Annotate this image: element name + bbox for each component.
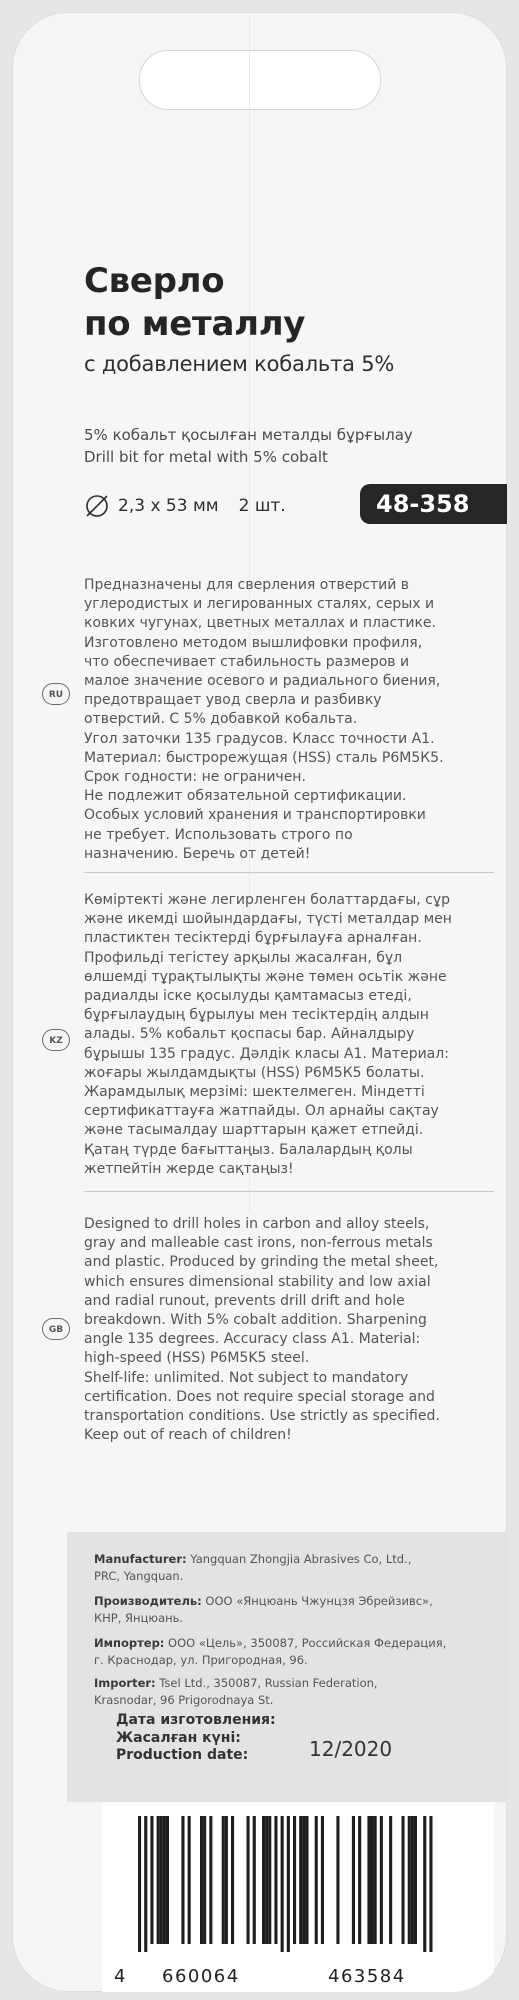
product-title-line: Сверло (84, 261, 225, 301)
text-line: радиалды іске қосылуды қамтамасыз етеді, (84, 988, 412, 1005)
barcode-bar (160, 1816, 163, 1944)
manufacturer-line: Manufacturer: Yangquan Zhongjia Abrasives Co, Ltd., (94, 1552, 412, 1566)
barcode-bar (389, 1816, 392, 1944)
text-line: and radial runout, prevents drill drift and hole (84, 1292, 405, 1309)
description-kz (84, 891, 494, 1179)
barcode-bar (371, 1816, 374, 1944)
producer-line: Производитель: ООО «Янцюань Чжунцзя Эбрейзивс», (94, 1594, 433, 1608)
importer-en-line: Krasnodar, 96 Prigorodnaya St. (94, 1693, 274, 1707)
text-line: Keep out of reach of children! (84, 1427, 292, 1444)
text-line: углеродистых и легированных сталях, серых и (84, 596, 435, 613)
text-line: Көміртекті және легирленген болаттардағы, сұр (84, 892, 451, 908)
barcode-bar (222, 1816, 225, 1944)
barcode-bar (315, 1816, 318, 1944)
spec-row (84, 491, 286, 521)
quantity: 2 шт. (238, 496, 286, 516)
barcode-bar (287, 1816, 290, 1952)
text-line: және тасымалдау шарттарын қажет етпейді. (84, 1122, 424, 1139)
barcode-bar (429, 1816, 432, 1952)
barcode-bar (253, 1816, 256, 1944)
text-line: предотвращает увод сверла и разбивку (84, 692, 382, 709)
production-date-value: 12/2020 (309, 1737, 393, 1761)
packaging-card (12, 12, 507, 1992)
hang-hole (139, 50, 381, 110)
text-line: малое значение осевого и радиального биения, (84, 673, 441, 690)
producer-entry (94, 1593, 494, 1627)
lang-badge-gb: GB (42, 1318, 70, 1340)
product-title-line: по металлу (84, 304, 306, 344)
barcode-bar (231, 1816, 234, 1944)
text-line: отверстий. С 5% добавкой кобальта. (84, 711, 358, 728)
barcode-bar (321, 1816, 324, 1944)
barcode-bar (203, 1816, 206, 1944)
alt-title-kz: 5% кобальт қосылған металды бұрғылау (84, 426, 413, 444)
barcode-bar (305, 1816, 308, 1944)
barcode-bar (262, 1816, 265, 1944)
barcode-area (102, 1802, 494, 1992)
barcode-bar (374, 1816, 377, 1944)
text-line: Угол заточки 135 градусов. Класс точности A1. (84, 730, 435, 747)
text-line: Жарамдылық мерзімі: шектелмеген. Міндетті (84, 1084, 425, 1101)
barcode-right-group: 463584 (328, 1966, 406, 1987)
text-line: transportation conditions. Use strictly as specified. (84, 1408, 440, 1425)
date-label-en: Production date: (116, 1747, 249, 1763)
text-line: Не подлежит обязательной сертификации. (84, 788, 407, 805)
section-divider (84, 872, 494, 873)
text-line: Профильді тегістеу арқылы жасалған, бұл (84, 949, 403, 966)
barcode-bar (352, 1816, 355, 1944)
article-code-badge: 48-358 (360, 484, 507, 524)
barcode-bar (163, 1816, 166, 1944)
manufacturer-entry (94, 1551, 494, 1585)
text-line: gray and malleable cast irons, non-ferrous metals (84, 1235, 433, 1252)
date-label-ru: Дата изготовления: (116, 1712, 276, 1728)
barcode-bar (247, 1816, 250, 1944)
producer-line: КНР, Янцюань. (94, 1611, 184, 1625)
section-divider (84, 1191, 494, 1192)
text-line: бұрышы 135 градус. Дәлдік класы A1. Материал: (84, 1045, 449, 1062)
text-line: және икемді шойындардағы, түсті металдар мен (84, 911, 452, 928)
barcode-bar (402, 1816, 405, 1944)
text-line: Срок годности: не ограничен. (84, 769, 306, 786)
barcode-bar (225, 1816, 228, 1944)
text-line: certification. Does not require special storage and (84, 1388, 435, 1405)
text-line: breakdown. With 5% cobalt addition. Sharpening (84, 1312, 427, 1329)
text-line: and plastic. Produced by grinding the metal sheet, (84, 1254, 439, 1271)
barcode-first-digit: 4 (114, 1966, 127, 1987)
text-line: не требует. Использовать строго по (84, 826, 353, 843)
barcode-bar (367, 1816, 370, 1944)
barcode-bar (414, 1816, 417, 1944)
lang-badge-ru: RU (42, 683, 70, 705)
description-gb (84, 1215, 494, 1445)
barcode-bar (281, 1816, 284, 1952)
barcode-bar (265, 1816, 268, 1944)
barcode-bar (302, 1816, 305, 1944)
barcode-bar (358, 1816, 361, 1944)
product-title (84, 260, 305, 346)
alt-titles (84, 424, 413, 468)
production-date-labels (116, 1712, 276, 1765)
text-line: angle 135 degrees. Accuracy class A1. Material: (84, 1331, 421, 1348)
text-line: Shelf-life: unlimited. Not subject to mandatory (84, 1369, 409, 1386)
text-line: жетпейтін жерде сақтаңыз! (84, 1160, 294, 1177)
barcode-bar (293, 1816, 296, 1944)
importer-ru-line: Импортер: ООО «Цель», 350087, Российская Федерация, (94, 1636, 447, 1650)
lang-badge-kz: KZ (42, 1029, 70, 1051)
barcode-bar (188, 1816, 191, 1944)
barcode-bar (408, 1816, 411, 1944)
text-line: что обеспечивает стабильность размеров и (84, 653, 410, 670)
barcode-bar (144, 1816, 147, 1952)
barcode-bar (380, 1816, 383, 1944)
barcode-bar (157, 1816, 160, 1944)
text-line: өлшемді тұрақтылықты және төмен осьтік және (84, 968, 447, 985)
text-line: бұрғылаудың бұрылуы мен тесіктердің алдын (84, 1007, 429, 1024)
barcode-left-group: 660064 (162, 1966, 240, 1987)
barcode-bar (411, 1816, 414, 1944)
manufacturer-line: PRC, Yangquan. (94, 1569, 184, 1583)
barcode-bar (299, 1816, 302, 1944)
date-label-kz: Жасалған күні: (116, 1729, 241, 1746)
text-line: Designed to drill holes in carbon and alloy steels, (84, 1216, 430, 1232)
text-line: ковких чугунах, цветных металлах и пластике. (84, 615, 436, 632)
barcode-bar (181, 1816, 184, 1944)
importer-en-line: Importer: Tsel Ltd., 350087, Russian Federation, (94, 1676, 378, 1690)
text-line: Особых условий хранения и транспортировки (84, 807, 426, 824)
product-subtitle: с добавлением кобальта 5% (84, 352, 395, 376)
barcode-bar (268, 1816, 271, 1944)
barcode-bar (200, 1816, 203, 1944)
text-line: Изготовлено методом вышлифовки профиля, (84, 634, 423, 651)
diameter-icon (84, 493, 110, 519)
barcode-bar (336, 1816, 339, 1944)
barcode-bar (209, 1816, 212, 1944)
text-line: Предназначены для сверления отверстий в (84, 577, 410, 593)
text-line: which ensures dimensional stability and low axial (84, 1273, 431, 1290)
text-line: high-speed (HSS) P6M5K5 steel. (84, 1350, 310, 1367)
text-line: сертификаттауға жатпайды. Ол арнайы сақтау (84, 1103, 439, 1120)
barcode-bar (274, 1816, 277, 1944)
barcode-bar (138, 1816, 141, 1952)
barcode-bar (166, 1816, 169, 1944)
dimensions: 2,3 х 53 мм (118, 496, 219, 516)
barcode-bar (150, 1816, 153, 1944)
text-line: Материал: быстрорежущая (HSS) сталь Р6М5К5. (84, 749, 444, 766)
importer-en-entry (94, 1675, 494, 1709)
importer-ru-line: г. Краснодар, ул. Пригородная, 96. (94, 1653, 308, 1667)
barcode (102, 1802, 494, 1952)
alt-title-en: Drill bit for metal with 5% cobalt (84, 448, 328, 466)
text-line: пластиктен тесіктерді бұрғылауға арналған. (84, 930, 422, 947)
barcode-bar (423, 1816, 426, 1952)
text-line: назначению. Беречь от детей! (84, 845, 311, 862)
text-line: алады. 5% кобальт қоспасы бар. Айналдыру (84, 1026, 415, 1043)
importer-ru-entry (94, 1635, 494, 1669)
description-ru (84, 576, 494, 864)
text-line: Қатаң түрде бағыттаңыз. Балалардың қолы (84, 1141, 413, 1158)
text-line: жоғары жылдамдықты (HSS) Р6М5К5 болаты. (84, 1064, 425, 1081)
